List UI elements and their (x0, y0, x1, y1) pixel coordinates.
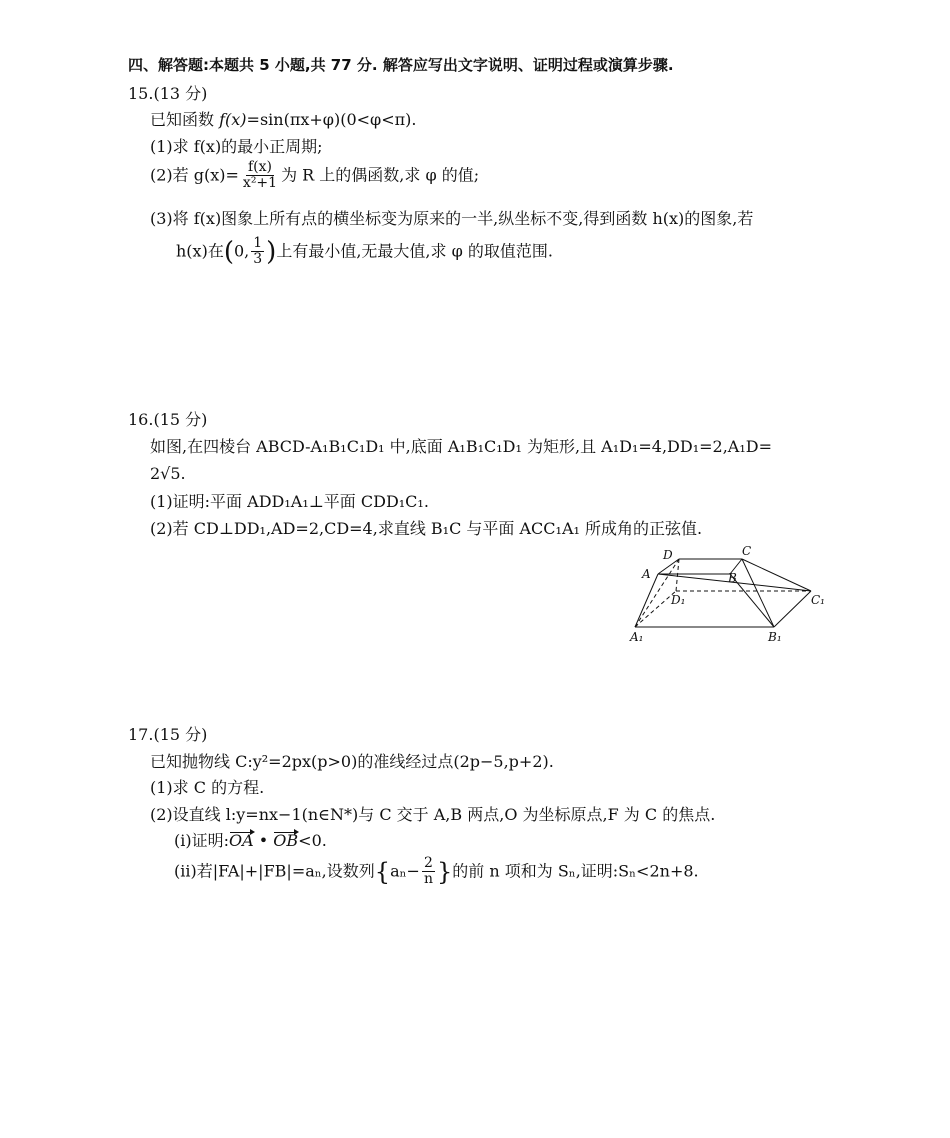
q15-given-fx: f(x) (219, 110, 247, 129)
figure-label-A: A (642, 567, 651, 581)
q17-part2-ii (174, 856, 699, 888)
figure-label-A1: A₁ (630, 630, 644, 644)
figure-label-B: B (728, 571, 737, 585)
q15-part1: (1)求 f(x)的最小正周期; (150, 137, 323, 156)
q17-sequence-fraction (422, 856, 435, 888)
q15-part3-suffix: 上有最小值,无最大值,求 φ 的取值范围. (276, 241, 553, 261)
q17-label: 17.(15 分) (128, 725, 208, 744)
figure-label-B1: B₁ (768, 630, 782, 644)
q16-part1: (1)证明:平面 ADD₁A₁⊥平面 CDD₁C₁. (150, 492, 429, 511)
q17-part2-i (174, 831, 327, 851)
fraction-numerator: 1 (253, 235, 263, 251)
q15-given-rest: =sin(πx+φ)(0<φ<π). (246, 110, 417, 129)
figure-label-D1: D₁ (671, 593, 686, 607)
fraction-numerator: 2 (423, 855, 433, 871)
q15-part3-fraction (251, 236, 264, 268)
q16-part2: (2)若 CD⊥DD₁,AD=2,CD=4,求直线 B₁C 与平面 ACC₁A₁ 所成角的正弦值. (150, 519, 703, 538)
q17-part1: (1)求 C 的方程. (150, 778, 265, 797)
q15-given-prefix: 已知函数 (150, 110, 220, 129)
q17-part2-i-suffix: <0. (298, 831, 327, 850)
open-paren: ( (223, 236, 234, 267)
vector-ob: OB (273, 831, 299, 850)
q17-part2-i-prefix: (ⅰ)证明: (174, 831, 229, 850)
q15-part2-prefix: (2)若 g(x)= (150, 165, 239, 185)
q15-given (150, 110, 416, 130)
q16-given-line2: 2√5. (150, 464, 186, 483)
frustum-figure (620, 540, 835, 650)
figure-label-C1: C₁ (811, 593, 825, 607)
q15-part3-prefix: h(x)在 (176, 241, 224, 261)
q17-part2: (2)设直线 l:y=nx−1(n∈N*)与 C 交于 A,B 两点,O 为坐标原点,F 为 C 的焦点. (150, 805, 716, 824)
figure-label-D: D (663, 548, 673, 562)
open-brace: { (374, 857, 391, 886)
dot-operator: • (253, 831, 274, 850)
figure-label-C: C (742, 544, 752, 558)
fraction-denominator: x²+1 (242, 175, 278, 192)
q17-part2-ii-suffix: 的前 n 项和为 Sₙ,证明:Sₙ<2n+8. (452, 861, 699, 881)
close-paren: ) (266, 236, 277, 267)
fraction-denominator: n (423, 871, 433, 888)
q15-part2 (150, 160, 479, 192)
q17-sequence-term: aₙ− (390, 861, 420, 881)
close-brace: } (436, 857, 453, 886)
fraction-denominator: 3 (253, 251, 263, 268)
vector-oa: OA (229, 831, 254, 850)
q15-interval-left: 0, (233, 241, 250, 261)
q16-given-line1: 如图,在四棱台 ABCD-A₁B₁C₁D₁ 中,底面 A₁B₁C₁D₁ 为矩形,且 A₁D₁=4,DD₁=2,A₁D= (150, 437, 772, 456)
section-header: 四、解答题:本题共 5 小题,共 77 分. 解答应写出文字说明、证明过程或演算步骤. (128, 56, 674, 74)
fraction-numerator: f(x) (247, 159, 272, 175)
q15-part2-fraction (241, 160, 279, 192)
q15-label: 15.(13 分) (128, 84, 208, 103)
q16-label: 16.(15 分) (128, 410, 208, 429)
q15-part2-suffix: 为 R 上的偶函数,求 φ 的值; (281, 165, 480, 185)
q15-part3-line2 (176, 236, 553, 268)
q15-part3-line1: (3)将 f(x)图象上所有点的横坐标变为原来的一半,纵坐标不变,得到函数 h(x)的图象,若 (150, 209, 754, 228)
q17-given: 已知抛物线 C:y²=2px(p>0)的准线经过点(2p−5,p+2). (150, 752, 554, 771)
q17-part2-ii-prefix: (ⅱ)若|FA|+|FB|=aₙ,设数列 (174, 861, 375, 881)
